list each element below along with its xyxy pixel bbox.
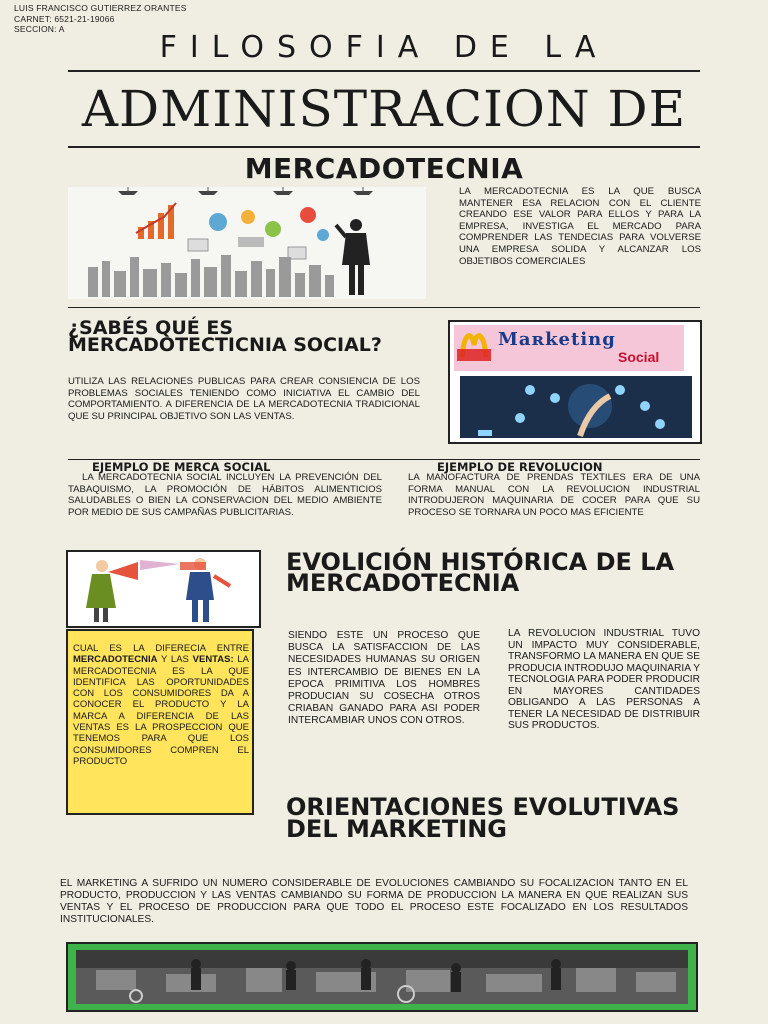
evolucion-heading: EVOLICIÓN HISTÓRICA DE LA MERCADOTECNIA [286,548,675,597]
diferencia-box [66,629,254,815]
business-illustration [68,187,426,299]
orientaciones-text: EL MARKETING A SUFRIDO UN NUMERO CONSIDERABLE DE EVOLUCIONES CAMBIANDO SU FOCALIZACION TANTO EN EL PRODUCTO, PRODUCCION Y LAS VENTAS CAMBIANDO SU FORMA DE PRODUCCION LA MANERA EN QUE REALIZAN SUS VENTAS Y EL PROCESO DE PRODUCCION PARA QUE TODO EL PROCESO ESTE FOCALIZADO EN LOS RESULTADOS INSTITUCIONALES. [60,878,688,925]
orientaciones-heading: ORIENTACIONES EVOLUTIVAS DEL MARKETING [286,793,680,843]
social-image-banner [454,325,684,371]
social-text: UTILIZA LAS RELACIONES PUBLICAS PARA CREAR CONSIENCIA DE LOS PROBLEMAS SOCIALES TENIENDO COMO INICIATIVA EL CAMBIO DEL COMPORTAMIENTO. A DIFERENCIA DE LA MERCADOTECNIA TRADICIONAL QUE SU PRINCIPAL OBJETIVO SON LAS VENTAS. [68,376,420,422]
social-image [448,320,702,444]
diferencia-bold-2: VENTAS: [192,654,234,666]
social-image-network [460,376,692,438]
network-icons [460,376,692,438]
title-line-2: ADMINISTRACION DE [81,80,687,138]
diferencia-bold-1: MERCADOTECNIA [73,654,158,666]
diferencia-part2: Y LAS [157,654,193,666]
cartoon-image [66,550,261,628]
social-heading: ¿SABÉS QUÉ ES MERCADOTECTICNIA SOCIAL? [68,317,382,356]
title-rule-top [68,70,700,72]
social-image-subtitle: Social [618,349,660,365]
megaphone-cartoon-icon [68,552,259,626]
title-rule-bottom [68,146,700,148]
evolucion-col-2: LA REVOLUCION INDUSTRIAL TUVO UN IMPACTO MUY CONSIDERABLE, TRANSFORMO LA MANERA EN QUE SE PRODUCIA INTRODUJO MAQUINARIA Y TECNOLOGIA PARA PODER PRODUCIR EN MAYORES CANTIDADES OBLIGANDO A LAS PERSONAS A TENER LA NECESIDAD DE DISTRIBUIR SUS PRODUCTOS. [508,628,700,731]
title-line-3: MERCADOTECNIA [244,152,524,185]
evolucion-col-1: SIENDO ESTE UN PROCESO QUE BUSCA LA SATISFACCION DE LAS NECESIDADES HUMANAS SU ORIGEN ES INTERCAMBIO DE BIENES EN LA EPOCA PRIMITIVA LOS HOMBRES PRODUCIAN SU COSECHA OTROS CRIABAN GANADO PARA ASI PODER INTERCAMBIAR UNOS CON OTROS. [288,630,480,727]
diferencia-part3: LA MERCADOTECNIA ES LA QUE IDENTIFICA LAS OPORTUNIDADES CON LOS CONSUMIDORES DA A CONOCER EL PRODUCTO Y LA MARCA A DIFERENCIA DE LAS VENTAS ES LA PROSPECCION QUE TENEMOS PARA QUE LOS CONSUMIDORES COMPREN EL PRODUCTO [73,654,250,767]
diferencia-part1: CUAL ES LA DIFERECIA ENTRE [73,643,249,654]
business-image [68,187,426,299]
author-name: LUIS FRANCISCO GUTIERREZ ORANTES [14,3,187,13]
example-social-title: EJEMPLO DE MERCA SOCIAL [92,460,271,474]
social-image-title: Maʀketing [498,329,616,350]
factory-photo-icon [76,950,688,1004]
title-line-1: FILOSOFIA DE LA [159,30,609,65]
author-carnet: CARNET: 6521-21-19066 [14,13,115,24]
example-social-text: LA MERCADOTECNIA SOCIAL INCLUYEN LA PREVENCIÓN DEL TABAQUISMO, LA PROMOCIÓN DE HÁBITOS ALIMENTICIOS SALUDABLES O BIEN LA CONSERVACION DEL MEDIO AMBIENTE POR MEDIO DE SUS CAMPAÑAS PUBLICITARIAS. [68,472,382,518]
author-seccion: SECCION: A [14,24,65,34]
intro-text: LA MERCADOTECNIA ES LA QUE BUSCA MANTENER ESA RELACION CON EL CLIENTE CREANDO ESE VALOR PARA ELLOS Y PARA LA EMPRESA, INVESTIGA EL MERCADO PARA COMPRENDER LAS TENDECIAS PARA VOLVERSE UNA EMPRESA SOLIDA Y ALCANZAR LOS OBJETIBOS COMERCIALES [459,186,701,267]
example-revolucion-title: EJEMPLO DE REVOLUCION [437,460,603,474]
example-revolucion-text: LA MANOFACTURA DE PRENDAS TEXTILES ERA DE UNA FORMA MANUAL CON LA REVOLUCION INDUSTRIAL INTRODUJERON MAQUINARIA DE COCER PARA QUE SU PROCESO SE TORNARA UN POCO MAS EFICIENTE [408,472,700,518]
factory-image [66,942,698,1012]
divider-1 [68,307,700,308]
